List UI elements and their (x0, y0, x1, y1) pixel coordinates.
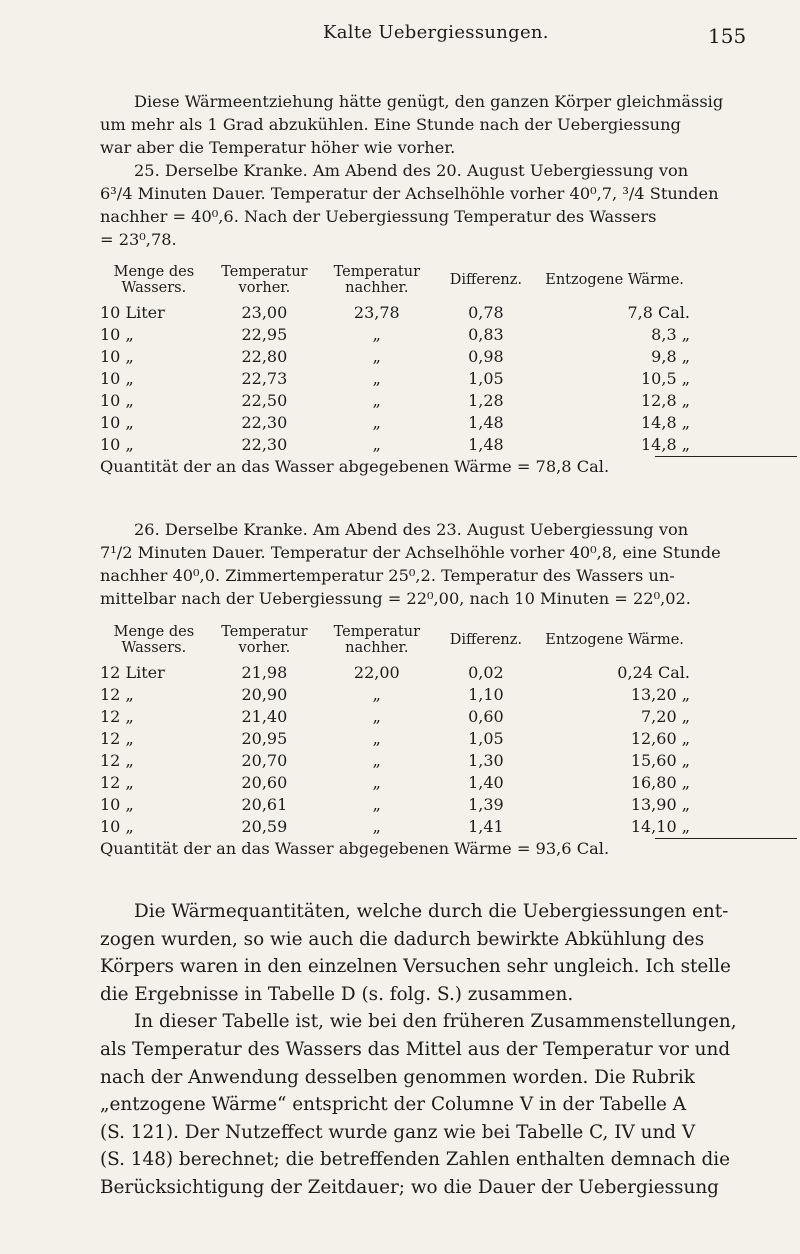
table-cell: 12 „ (100, 773, 134, 792)
text-line: mittelbar nach der Uebergiessung = 22⁰,00, nach 10 Minuten = 22⁰,02. (100, 589, 691, 608)
table-cell: 0,24 Cal. (617, 663, 690, 682)
text-line: 26. Derselbe Kranke. Am Abend des 23. August Uebergiessung von (134, 520, 689, 539)
table-cell: 1,28 (468, 391, 504, 410)
table-row (100, 794, 710, 816)
sum-rule (655, 456, 797, 457)
text-line: In dieser Tabelle ist, wie bei den früheren Zusammenstellungen, (134, 1011, 737, 1033)
page-number: 155 (708, 24, 747, 48)
table-cell: „ (372, 707, 381, 726)
table-row (100, 368, 710, 390)
text-line: als Temperatur des Wassers das Mittel aus der Temperatur vor und (100, 1038, 731, 1060)
table-row (100, 390, 710, 412)
table-cell: 21,98 (241, 663, 288, 682)
table-cell: 22,00 (353, 663, 400, 682)
table-cell: 12 „ (100, 729, 134, 748)
table-cell: 13,90 „ (630, 795, 690, 814)
table-cell: 20,95 (241, 729, 288, 748)
table-cell: 1,48 (468, 435, 504, 454)
table-row (100, 750, 710, 772)
table-cell: 22,95 (241, 325, 288, 344)
table-row (100, 302, 710, 324)
text-line: um mehr als 1 Grad abzukühlen. Eine Stunde nach der Uebergiessung (100, 115, 681, 134)
text-line: (S. 148) berechnet; die betreffenden Zahlen enthalten demnach die (100, 1149, 731, 1171)
total-cell (100, 456, 710, 478)
table-row (100, 772, 710, 794)
table-row (100, 324, 710, 346)
table-header-row (100, 264, 710, 302)
table-cell: 12 „ (100, 751, 134, 770)
table-row (100, 728, 710, 750)
table-cell: „ (372, 391, 381, 410)
table-cell: 7,8 Cal. (627, 303, 690, 322)
table-row (100, 816, 710, 838)
table-cell: 7,20 „ (641, 707, 690, 726)
table-header-row (100, 624, 710, 662)
table-cell: 20,61 (241, 795, 288, 814)
table-cell: 0,02 (468, 663, 504, 682)
total-text: Quantität der an das Wasser abgegebenen Wärme = 78,8 Cal. (100, 457, 610, 476)
table-row (100, 684, 710, 706)
table-cell: 12,8 „ (641, 391, 690, 410)
table-cell: 10 „ (100, 795, 134, 814)
table-cell: 16,80 „ (630, 773, 690, 792)
column-header: Temperatur vorher. (221, 264, 308, 296)
table-cell: 21,40 (241, 707, 288, 726)
text-line: nachher = 40⁰,6. Nach der Uebergiessung Temperatur des Wassers (100, 207, 657, 226)
table-cell: 9,8 „ (651, 347, 690, 366)
table-cell: 20,60 (241, 773, 288, 792)
table-cell: 10 „ (100, 325, 134, 344)
text-line: 7¹/2 Minuten Dauer. Temperatur der Achselhöhle vorher 40⁰,8, eine Stunde (100, 543, 721, 562)
table-cell: „ (372, 729, 381, 748)
table-cell: 1,05 (468, 369, 504, 388)
text-line: zogen wurden, so wie auch die dadurch bewirkte Abkühlung des (100, 928, 705, 950)
paragraph-26 (100, 518, 721, 610)
table-cell: 10 Liter (100, 303, 165, 322)
table-cell: 10 „ (100, 391, 134, 410)
table-cell: 1,40 (468, 773, 504, 792)
text-line: die Ergebnisse in Tabelle D (s. folg. S.) zusammen. (100, 983, 574, 1005)
table-experiment-26 (100, 624, 710, 860)
table-row (100, 434, 710, 456)
table-cell: 20,59 (241, 817, 288, 836)
table-cell: 0,98 (468, 347, 504, 366)
table-cell: 13,20 „ (630, 685, 690, 704)
total-cell (100, 838, 710, 860)
table-cell: 1,41 (468, 817, 504, 836)
table-cell: 22,50 (241, 391, 288, 410)
text-line: Körpers waren in den einzelnen Versuchen sehr ungleich. Ich stelle (100, 956, 731, 978)
table-cell: 22,30 (241, 435, 288, 454)
running-head (0, 22, 800, 52)
table-cell: 14,8 „ (641, 435, 690, 454)
table-cell: 22,30 (241, 413, 288, 432)
table-cell: 12,60 „ (630, 729, 690, 748)
table-cell: 12 „ (100, 685, 134, 704)
text-line: (S. 121). Der Nutzeffect wurde ganz wie bei Tabelle C, IV und V (100, 1121, 696, 1143)
table-row (100, 412, 710, 434)
text-line: 6³/4 Minuten Dauer. Temperatur der Achselhöhle vorher 40⁰,7, ³/4 Stunden (100, 184, 719, 203)
table-cell: 20,90 (241, 685, 288, 704)
table-cell: 23,78 (353, 303, 400, 322)
table-cell: 20,70 (241, 751, 288, 770)
table-cell: „ (372, 685, 381, 704)
table-cell: 10 „ (100, 435, 134, 454)
table-cell: 12 Liter (100, 663, 165, 682)
table-cell: 10 „ (100, 413, 134, 432)
table-total-row (100, 456, 710, 478)
running-title: Kalte Uebergiessungen. (323, 22, 549, 43)
table-cell: 1,05 (468, 729, 504, 748)
table-row (100, 706, 710, 728)
table-cell: 23,00 (241, 303, 288, 322)
table-cell: „ (372, 817, 381, 836)
table-cell: „ (372, 325, 381, 344)
table-cell: 0,60 (468, 707, 504, 726)
table-cell: 12 „ (100, 707, 134, 726)
table-cell: „ (372, 751, 381, 770)
table-cell: „ (372, 347, 381, 366)
text-line: = 23⁰,78. (100, 230, 177, 249)
table-total-row (100, 838, 710, 860)
column-header: Differenz. (449, 272, 522, 288)
sum-rule (655, 838, 797, 839)
table-cell: „ (372, 369, 381, 388)
table-cell: 14,8 „ (641, 413, 690, 432)
column-header: Temperatur nachher. (333, 264, 421, 296)
table-row (100, 346, 710, 368)
table-cell: 8,3 „ (651, 325, 690, 344)
table-cell: 1,30 (468, 751, 504, 770)
column-header: Differenz. (449, 632, 522, 648)
table-cell: 10 „ (100, 817, 134, 836)
table-cell: „ (372, 795, 381, 814)
table-cell: 1,39 (468, 795, 504, 814)
column-header: Entzogene Wärme. (545, 272, 684, 288)
column-header: Entzogene Wärme. (545, 632, 684, 648)
text-line: Die Wärmequantitäten, welche durch die Uebergiessungen ent- (134, 901, 729, 922)
total-text: Quantität der an das Wasser abgegebenen Wärme = 93,6 Cal. (100, 839, 610, 858)
table-cell: 22,80 (241, 347, 288, 366)
table-experiment-25 (100, 264, 710, 478)
table-cell: 1,48 (468, 413, 504, 432)
text-line: 25. Derselbe Kranke. Am Abend des 20. August Uebergiessung von (134, 161, 689, 180)
column-header: Temperatur nachher. (333, 624, 421, 656)
table-cell: 10 „ (100, 347, 134, 366)
text-line: Diese Wärmeentziehung hätte genügt, den ganzen Körper gleichmässig (134, 92, 724, 111)
text-line: nachher 40⁰,0. Zimmertemperatur 25⁰,2. Temperatur des Wassers un- (100, 566, 675, 585)
text-line: Berücksichtigung der Zeitdauer; wo die Dauer der Uebergiessung (100, 1176, 719, 1198)
intro-paragraph (100, 90, 724, 251)
table-row (100, 662, 710, 684)
table-cell: 14,10 „ (630, 817, 690, 836)
table-cell: 15,60 „ (630, 751, 690, 770)
text-line: „entzogene Wärme“ entspricht der Columne V in der Tabelle A (100, 1094, 687, 1116)
table-cell: 0,78 (468, 303, 504, 322)
closing-paragraph (100, 898, 737, 1202)
table-cell: „ (372, 413, 381, 432)
table-cell: 1,10 (468, 685, 504, 704)
table-cell: 10,5 „ (641, 369, 690, 388)
column-header: Menge des Wassers. (113, 624, 195, 656)
text-line: war aber die Temperatur höher wie vorher. (100, 138, 456, 157)
column-header: Menge des Wassers. (113, 264, 195, 296)
text-line: nach der Anwendung desselben genommen worden. Die Rubrik (100, 1066, 695, 1088)
column-header: Temperatur vorher. (221, 624, 308, 656)
table-cell: 22,73 (241, 369, 288, 388)
table-cell: „ (372, 435, 381, 454)
table-cell: 10 „ (100, 369, 134, 388)
table-cell: 0,83 (468, 325, 504, 344)
table-cell: „ (372, 773, 381, 792)
